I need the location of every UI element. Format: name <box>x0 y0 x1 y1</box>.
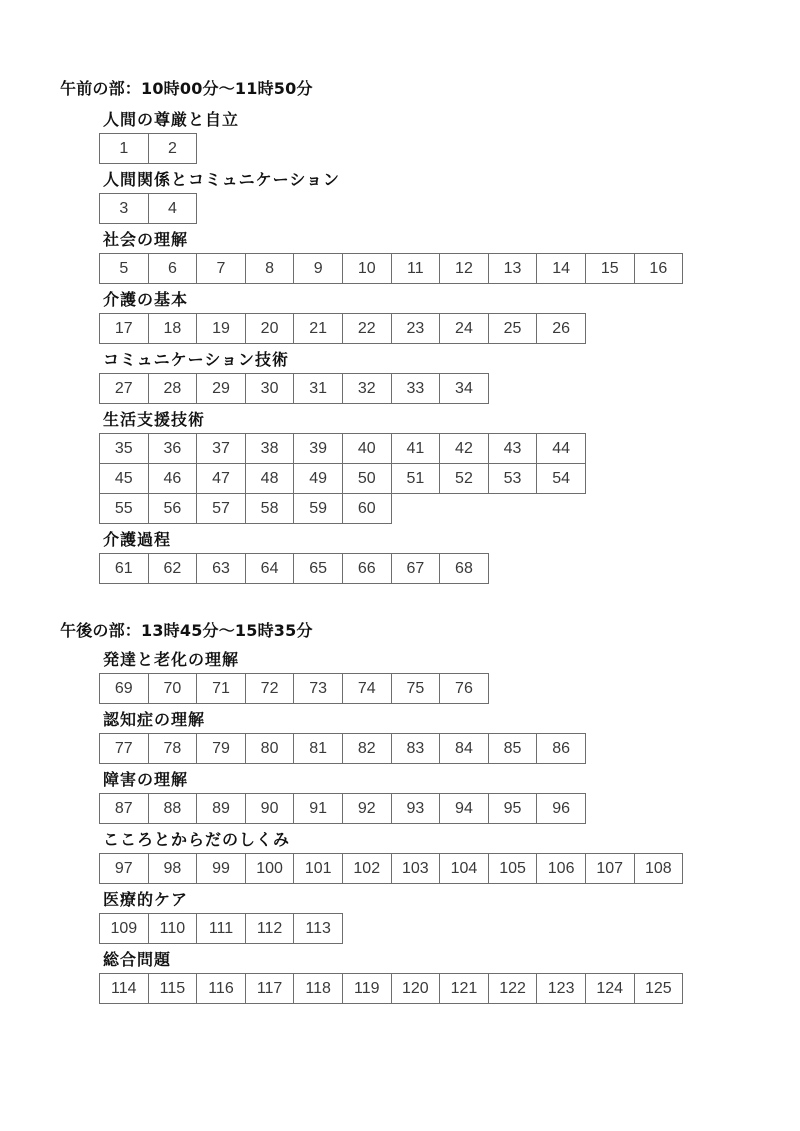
subject-label-care-basics: 介護の基本 <box>103 290 189 309</box>
question-number-cell: 8 <box>245 253 295 284</box>
subject-label-dignity: 人間の尊厳と自立 <box>103 110 240 129</box>
question-number-cell: 42 <box>439 433 489 464</box>
question-grid-dementia <box>99 733 682 763</box>
question-number-cell: 119 <box>342 973 392 1004</box>
question-number-cell: 114 <box>99 973 149 1004</box>
question-number-cell: 6 <box>148 253 198 284</box>
question-number-cell: 49 <box>293 463 343 494</box>
subject-label-comprehensive: 総合問題 <box>103 950 172 969</box>
subject-label-development-aging: 発達と老化の理解 <box>103 650 240 669</box>
question-number-cell: 63 <box>196 553 246 584</box>
question-number-cell: 22 <box>342 313 392 344</box>
question-number-cell: 39 <box>293 433 343 464</box>
question-number-cell: 91 <box>293 793 343 824</box>
question-grid-comprehensive <box>99 973 682 1003</box>
question-number-cell: 54 <box>536 463 586 494</box>
question-grid-society <box>99 253 682 283</box>
question-number-cell: 120 <box>391 973 441 1004</box>
question-number-cell: 47 <box>196 463 246 494</box>
subject-label-society: 社会の理解 <box>103 230 189 249</box>
question-number-cell: 79 <box>196 733 246 764</box>
question-number-cell: 9 <box>293 253 343 284</box>
subject-label-communication-skills: コミュニケーション技術 <box>103 350 290 369</box>
question-number-cell: 20 <box>245 313 295 344</box>
question-number-cell: 74 <box>342 673 392 704</box>
question-number-cell: 100 <box>245 853 295 884</box>
question-number-cell: 4 <box>148 193 198 224</box>
question-grid-development-aging <box>99 673 682 703</box>
question-number-cell: 31 <box>293 373 343 404</box>
session-title-afternoon: 午後の部：13時45分～15時35分 <box>60 621 313 640</box>
question-number-cell: 60 <box>342 493 392 524</box>
question-number-cell: 103 <box>391 853 441 884</box>
question-grid-care-process <box>99 553 682 583</box>
question-number-cell: 66 <box>342 553 392 584</box>
question-number-cell: 97 <box>99 853 149 884</box>
question-number-cell: 68 <box>439 553 489 584</box>
question-number-cell: 30 <box>245 373 295 404</box>
question-number-cell: 18 <box>148 313 198 344</box>
question-grid-care-basics <box>99 313 682 343</box>
subject-label-disability: 障害の理解 <box>103 770 189 789</box>
question-number-cell: 34 <box>439 373 489 404</box>
question-number-cell: 45 <box>99 463 149 494</box>
question-number-cell: 17 <box>99 313 149 344</box>
question-number-cell: 110 <box>148 913 198 944</box>
question-number-cell: 26 <box>536 313 586 344</box>
question-number-cell: 28 <box>148 373 198 404</box>
question-number-cell: 64 <box>245 553 295 584</box>
question-number-cell: 87 <box>99 793 149 824</box>
question-number-cell: 98 <box>148 853 198 884</box>
question-number-cell: 11 <box>391 253 441 284</box>
question-number-cell: 96 <box>536 793 586 824</box>
question-number-cell: 113 <box>293 913 343 944</box>
question-number-cell: 107 <box>585 853 635 884</box>
question-number-cell: 38 <box>245 433 295 464</box>
question-grid-mind-body <box>99 853 682 883</box>
question-number-cell: 71 <box>196 673 246 704</box>
question-number-cell: 51 <box>391 463 441 494</box>
question-number-cell: 32 <box>342 373 392 404</box>
question-number-cell: 59 <box>293 493 343 524</box>
question-number-cell: 80 <box>245 733 295 764</box>
question-number-cell: 75 <box>391 673 441 704</box>
question-number-cell: 2 <box>148 133 198 164</box>
question-number-cell: 62 <box>148 553 198 584</box>
question-number-cell: 16 <box>634 253 684 284</box>
question-number-cell: 115 <box>148 973 198 1004</box>
question-number-cell: 82 <box>342 733 392 764</box>
question-number-cell: 88 <box>148 793 198 824</box>
question-number-cell: 73 <box>293 673 343 704</box>
question-grid-life-support <box>99 433 585 523</box>
question-number-cell: 125 <box>634 973 684 1004</box>
question-number-cell: 112 <box>245 913 295 944</box>
question-number-cell: 86 <box>536 733 586 764</box>
question-number-cell: 21 <box>293 313 343 344</box>
question-number-cell: 52 <box>439 463 489 494</box>
question-number-cell: 56 <box>148 493 198 524</box>
question-number-cell: 94 <box>439 793 489 824</box>
session-title-morning: 午前の部：10時00分～11時50分 <box>60 79 313 98</box>
question-number-cell: 69 <box>99 673 149 704</box>
question-number-cell: 5 <box>99 253 149 284</box>
question-number-cell: 1 <box>99 133 149 164</box>
question-number-cell: 102 <box>342 853 392 884</box>
question-grid-dignity <box>99 133 682 163</box>
question-number-cell: 118 <box>293 973 343 1004</box>
question-number-cell: 41 <box>391 433 441 464</box>
subject-label-care-process: 介護過程 <box>103 530 172 549</box>
question-number-cell: 67 <box>391 553 441 584</box>
question-number-cell: 90 <box>245 793 295 824</box>
question-number-cell: 55 <box>99 493 149 524</box>
question-number-cell: 19 <box>196 313 246 344</box>
question-number-cell: 72 <box>245 673 295 704</box>
question-number-cell: 124 <box>585 973 635 1004</box>
question-number-cell: 104 <box>439 853 489 884</box>
question-number-cell: 95 <box>488 793 538 824</box>
question-number-cell: 24 <box>439 313 489 344</box>
question-number-cell: 76 <box>439 673 489 704</box>
question-number-cell: 89 <box>196 793 246 824</box>
question-grid-relationships <box>99 193 682 223</box>
question-number-cell: 40 <box>342 433 392 464</box>
question-number-cell: 25 <box>488 313 538 344</box>
question-number-cell: 122 <box>488 973 538 1004</box>
question-number-cell: 111 <box>196 913 246 944</box>
question-grid-medical-care <box>99 913 682 943</box>
question-number-cell: 108 <box>634 853 684 884</box>
question-number-cell: 12 <box>439 253 489 284</box>
question-number-cell: 27 <box>99 373 149 404</box>
subject-label-dementia: 認知症の理解 <box>103 710 206 729</box>
question-number-cell: 44 <box>536 433 586 464</box>
question-number-cell: 99 <box>196 853 246 884</box>
question-number-cell: 65 <box>293 553 343 584</box>
question-number-cell: 83 <box>391 733 441 764</box>
question-number-cell: 121 <box>439 973 489 1004</box>
question-number-cell: 70 <box>148 673 198 704</box>
question-number-cell: 23 <box>391 313 441 344</box>
question-number-cell: 92 <box>342 793 392 824</box>
question-number-cell: 84 <box>439 733 489 764</box>
question-number-cell: 48 <box>245 463 295 494</box>
question-number-cell: 58 <box>245 493 295 524</box>
subject-label-relationships: 人間関係とコミュニケーション <box>103 170 341 189</box>
question-number-cell: 46 <box>148 463 198 494</box>
question-number-cell: 33 <box>391 373 441 404</box>
question-number-cell: 85 <box>488 733 538 764</box>
question-number-cell: 43 <box>488 433 538 464</box>
subject-label-life-support: 生活支援技術 <box>103 410 206 429</box>
question-number-cell: 36 <box>148 433 198 464</box>
question-number-cell: 29 <box>196 373 246 404</box>
question-number-cell: 14 <box>536 253 586 284</box>
question-number-cell: 13 <box>488 253 538 284</box>
subject-label-mind-body: こころとからだのしくみ <box>103 830 291 849</box>
question-number-cell: 117 <box>245 973 295 1004</box>
question-number-cell: 116 <box>196 973 246 1004</box>
question-number-cell: 101 <box>293 853 343 884</box>
question-number-cell: 3 <box>99 193 149 224</box>
question-number-cell: 109 <box>99 913 149 944</box>
question-number-cell: 37 <box>196 433 246 464</box>
question-number-cell: 106 <box>536 853 586 884</box>
question-number-cell: 53 <box>488 463 538 494</box>
question-number-cell: 77 <box>99 733 149 764</box>
question-number-cell: 78 <box>148 733 198 764</box>
question-number-cell: 7 <box>196 253 246 284</box>
question-number-cell: 93 <box>391 793 441 824</box>
question-grid-communication-skills <box>99 373 682 403</box>
question-number-cell: 123 <box>536 973 586 1004</box>
question-number-cell: 61 <box>99 553 149 584</box>
question-number-cell: 35 <box>99 433 149 464</box>
subject-label-medical-care: 医療的ケア <box>103 890 189 909</box>
question-grid-disability <box>99 793 682 823</box>
question-number-cell: 10 <box>342 253 392 284</box>
question-number-cell: 15 <box>585 253 635 284</box>
question-number-cell: 50 <box>342 463 392 494</box>
question-number-cell: 81 <box>293 733 343 764</box>
question-number-cell: 57 <box>196 493 246 524</box>
question-number-cell: 105 <box>488 853 538 884</box>
